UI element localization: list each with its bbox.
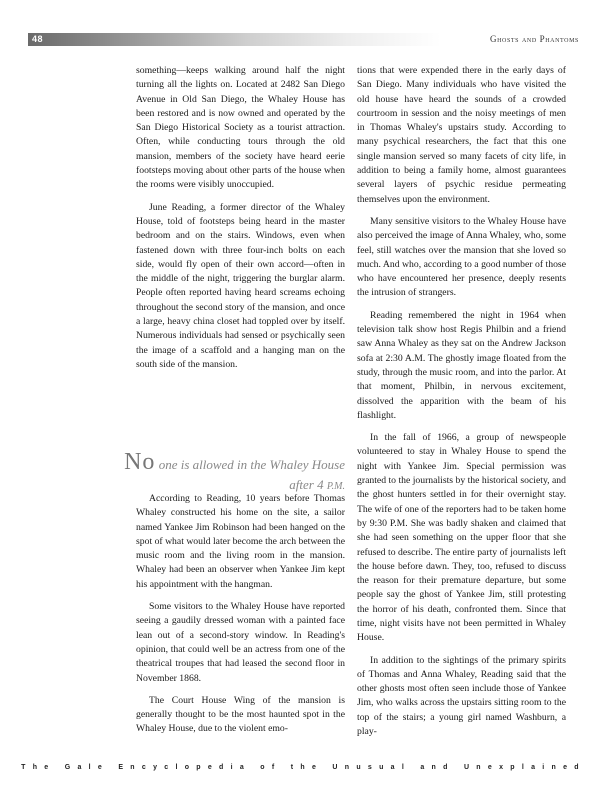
paragraph: In addition to the sightings of the primary spirits of Thomas and Anna Whaley, Reading said that the other ghosts most often seen include those of Yankee Jim, who walks across the upstairs sitting room to the top of the stairs; a young girl named Washburn, a play- (357, 654, 566, 738)
header-bar (28, 33, 579, 46)
running-head: Ghosts and Phantoms (490, 34, 579, 44)
paragraph: Reading remembered the night in 1964 when television talk show host Regis Philbin and a friend saw Anna Whaley as they sat on the Andrew Jackson sofa at 2:30 A.M. The ghostly image floated from the study, through the music room, and into the parlor. At that moment, Philbin, in nervous excitement, dissolved the apparition with the beam of his flashlight. (357, 309, 566, 421)
paragraph: June Reading, a former director of the Whaley House, told of footsteps being heard in the master bedroom and on the stairs. Windows, even when fastened down with three four-inch bolts on each side, would fly open of their own accord—often in the middle of the night, triggering the burglar alarm. People often reported having heard screams echoing throughout the second story of the mansion, and once a large, heavy china closet had toppled over by itself. Numerous individuals had sensed or psychically seen the image of a scaffold and a hanging man on the south side of the mansion. (136, 201, 345, 370)
pull-quote (60, 449, 345, 497)
paragraph: tions that were expended there in the early days of San Diego. Many individuals who have visited the old house have heard the sounds of a crowded courtroom in session and the noisy meetings of men in Thomas Whaley's upstairs study. According to many psychical researchers, the fact that this one single mansion served so many facets of city life, in addition to being a family home, almost guarantees several layers of psychic residue permeating themselves upon the environment. (357, 65, 566, 205)
paragraph: According to Reading, 10 years before Thomas Whaley constructed his home on the site, a sailor named Yankee Jim Robinson had been hanged on the spot of what would later become the arch between the music room and the living room in the mansion. Whaley had been an observer when Yankee Jim kept his appointment with the hangman. (136, 493, 346, 590)
paragraph: In the fall of 1966, a group of newspeople volunteered to stay in Whaley House to spend the night with Yankee Jim. Special permission was granted to the journalists by the historical society, and the ghost hunters settled in for their overnight stay. The wife of one of the reporters had to be taken home by 9:30 P.M. She was badly shaken and claimed that she had seen something on the upper floor that she refused to describe. The entire party of journalists left the house before dawn. They, too, refused to discuss the reason for their premature departure, but some people say the ghost of Yankee Jim, still protesting the horror of his death, confronted them. Since that time, night visits have not been permitted in Whaley House. (357, 432, 566, 644)
page-number: 48 (32, 34, 44, 44)
pull-quote-initial: No (124, 449, 156, 475)
pull-quote-time: P.M. (326, 481, 345, 492)
pull-quote-text: after 4 (289, 477, 327, 492)
paragraph: something—keeps walking around half the night turning all the lights on. Located at 2482 San Diego Avenue in Old San Diego, the Whaley House has been restored and is now owned and operated by the San Diego Historical Society as a tourist attraction. Often, while conducting tours through the old mansion, members of the society have heard eerie footsteps moving about other parts of the house when the rooms were visibly unoccupied. (136, 65, 345, 191)
paragraph: Many sensitive visitors to the Whaley House have also perceived the image of Anna Whaley, who, some feel, still watches over the mansion that she loved so much. And who, according to a good number of those who have encountered her presence, deeply resents the intrusion of strangers. (357, 215, 566, 299)
pull-quote-text: one is allowed in the Whaley House (155, 457, 345, 472)
paragraph: Some visitors to the Whaley House have reported seeing a gaudily dressed woman with a painted face lean out of a second-story window. In Reading's opinion, that could well be an actress from one of the theatrical troupes that had leased the second floor in November 1868. (136, 601, 345, 684)
left-column-top (136, 64, 345, 372)
right-column (357, 64, 566, 739)
paragraph: The Court House Wing of the mansion is generally thought to be the most haunted spot in the Whaley House, due to the violent emo- (136, 694, 345, 735)
footer-title: The Gale Encyclopedia of the Unusual and Unexplained (21, 764, 586, 771)
left-column-bottom (136, 492, 345, 737)
pull-quote-line-1 (60, 449, 345, 475)
